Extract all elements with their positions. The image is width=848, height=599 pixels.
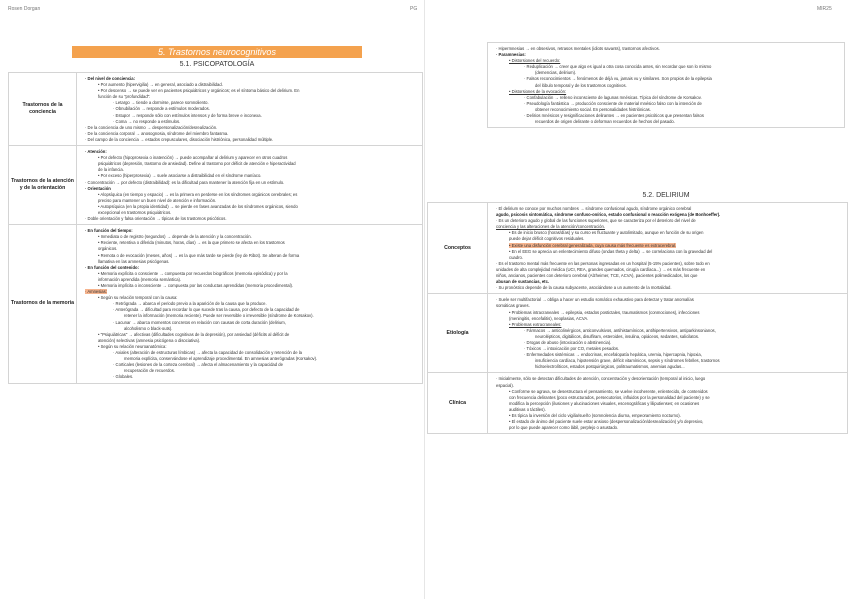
list-item: · Su pronóstico depende de la causa subyacente, asociándose a un aumento de la mortalidad. [496, 285, 672, 291]
list-item: información aprendida (memoria semántica). [98, 276, 182, 282]
list-item: · Es el trastorno mental más frecuente en las personas ingresadas en un hospital (5-15% pacientes), sobre todo en [496, 260, 710, 266]
list-item: • Por descenso → se puede ver en pacientes psiquiátricos y orgánicos; es el síntoma básico del delirium. En [98, 88, 300, 94]
row-label-etiologia: Etiología [428, 294, 488, 373]
highlighted-term-amnesias: · Amnesias: [85, 289, 107, 295]
list-item: · Letargo → tiende a dormirse, parece somnoliento. [113, 100, 209, 106]
list-item: abusan de sustancias, etc. [496, 279, 550, 285]
row-label-clinica: Clínica [428, 373, 488, 434]
list-item: · Del nivel de conciencia: [85, 76, 136, 81]
table-row [9, 225, 423, 383]
list-item: · Falsos reconocimientos → fenómenos de déjà vu, jamais vu y similares. Son propios de la epilepsia [524, 76, 712, 82]
list-item: · En función del tiempo: [85, 228, 133, 234]
list-item: • Por defecto (hipoprosexia o inatención) → puede acompañar al delirium y aparecer en otros cuadros [98, 155, 288, 161]
table-row [428, 373, 848, 434]
list-item: • Según su relación temporal con la causa: [98, 295, 178, 301]
list-item: (demencias, delirium). [535, 70, 577, 76]
list-item: con frecuencia delirantes (poco estructurados, persecutorios, influidos por la personalidad del paciente) y se [509, 394, 710, 400]
section-title-delirium: 5.2. DELIRIUM [642, 192, 690, 199]
list-item: · De la conciencia corporal → anosognosia, síndrome del miembro fantasma. [85, 130, 229, 136]
page-mark-left: PG [410, 6, 418, 12]
list-item: • Es de inicio brusco (horas/días) y su curso es fluctuante y autolimitado, aunque en función de su origen [509, 230, 704, 236]
list-item: • Remota o de evocación (meses, años) → es la que más tarde se pierde (ley de Ribot). Se alteran de forma [98, 252, 300, 258]
list-item: • Inmediata o de registro (segundos) → depende de la atención y la concentración. [98, 234, 252, 240]
list-item: retener la información (memoria reciente). Puede ser reversible o irreversible (síndrome de Korsakov). [124, 313, 314, 319]
list-item: · Orientación [85, 185, 111, 191]
list-item: recuperación de recuerdos. [124, 368, 175, 374]
list-item: • Problemas extracraneales: [509, 321, 562, 327]
list-item: · El delirium se conoce por muchos nombres → síndrome confusional agudo, síndrome orgánico cerebral [496, 206, 692, 211]
table-row [9, 146, 423, 225]
list-item: atención) selectivas (amnesia psicógena o disociativa). [98, 337, 201, 343]
memoria-continued-table [487, 42, 845, 128]
list-item: auditivas o táctiles). [509, 406, 546, 412]
list-item: del lóbulo temporal y de los trastornos cognitivos. [535, 82, 627, 88]
list-item: espacial). [496, 382, 514, 388]
list-item: por lo que puede aparecer como lábil, perplejo o asustado. [509, 425, 619, 431]
list-item: alcoholismo o black-outs). [124, 325, 173, 331]
table-row [488, 43, 845, 128]
list-item: preciso para mantener un buen nivel de atención e información. [98, 197, 217, 203]
table-row [428, 294, 848, 373]
list-item: • Memoria explícita o consciente → compuesta por recuerdos biográficos (memoria episódica) y por la [98, 270, 288, 276]
list-item: niños, ancianos, pacientes con deterioro cerebral (Alzheimer, TCE, ACVA), pacientes polimedicados, los que [496, 273, 698, 279]
list-item: llamativa en las amnesias psicógenas. [98, 258, 170, 264]
list-item: agudo, psicosis sintomática, síndrome confuso-onírico, estado confusional o reacción exógena (de Bonhoeffer). [496, 212, 721, 218]
row-content-etiologia [488, 294, 848, 373]
list-item: · De la conciencia de uno mismo → despersonalización/desrealización. [85, 124, 218, 130]
list-item: de la infancia. [98, 167, 124, 173]
list-item: memoria explícita, conservándose el aprendizaje procedimental. En amnesias anterógradas (Korsakov). [124, 356, 318, 362]
list-item: • Según su relación neuroanatómica: [98, 343, 167, 349]
row-label-atencion: Trastornos de la atención y de la orientación [9, 146, 77, 225]
list-item: • "Psiquiátricas" → afectivas (dificultades cognitivas de la depresión), por ansiedad (déficits al déficit de [98, 331, 290, 337]
list-item: · Enfermedades sistémicas → endocrinas, encefalopatía hepática, uremia, hipercapnia, hipoxia, [524, 352, 702, 358]
list-item: · Delirios mnésicos y resignificaciones delirantes → en pacientes psicóticos que presentan falsos [524, 113, 704, 119]
list-item: · Hipermnesias → en obsesivos, retrasos mentales (idiots savants), trastornos afectivos. [496, 46, 660, 51]
row-content-clinica [488, 373, 848, 434]
list-item: · Inicialmente, sólo se detectan dificultades de atención, concentración y desorientación (temporal al inicio, luego [496, 376, 706, 382]
psicopatologia-table [8, 72, 423, 384]
row-content-memoria-continued [488, 43, 845, 128]
list-item: puede dejar déficit cognitivos residuales. [509, 236, 585, 242]
list-item: unidades de alta complejidad médica (UCI, REA, grandes quemados, cirugía cardíaca...) → es más frecuente en [496, 266, 706, 272]
row-content-conceptos [488, 203, 848, 294]
list-item: función de su "profundidad": [98, 94, 151, 100]
list-item: hidroelectrolíticos, estados postquirúrgicos, politraumatismos, anemias agudas... [535, 364, 685, 370]
list-item: conciencia y las alteraciones de la atención/concentración. [496, 224, 605, 230]
list-item: • Problemas intracraneales → epilepsia, estados postictales, traumatismos (conmociones), infecciones [509, 309, 700, 315]
list-item: · Coma → no responde a estímulos. [113, 118, 181, 124]
list-item: recuerdos de origen delirante o deforman recuerdos de hechos del pasado. [535, 119, 675, 125]
list-item: · Globales. [113, 374, 134, 380]
list-item: · Del campo de la conciencia → estados crepusculares, disociación histriónica, personalidad múltiple. [85, 136, 274, 142]
list-item: • Memoria implícita o inconsciente → compuesta por las conductas aprendidas (memoria procedimental). [98, 283, 294, 288]
row-content-atencion [77, 146, 423, 225]
list-item: · Lacunar → abarca momentos concretos en relación con causas de corta duración (delirium, [113, 319, 286, 325]
list-item: · Doble orientación y falsa orientación → típicas de los trastornos psicóticos. [85, 216, 227, 222]
table-row [9, 73, 423, 146]
list-item: excepcional en trastornos psiquiátricos. [98, 209, 172, 215]
list-item: • En el EEG se aprecia un enlentecimiento difuso (ondas theta y delta) → se correlaciona con la gravedad del [509, 248, 713, 254]
list-item: • Por aumento (hipervigilia) → en general, asociado a distraibilidad. [98, 82, 223, 88]
row-label-conciencia: Trastornos de la conciencia [9, 73, 77, 146]
list-item: · Drogas de abuso (intoxicación o abstinencia). [524, 339, 612, 345]
list-item: · Retrógrada → abarca el periodo previo a la aparición de la causa que la produce. [113, 301, 267, 307]
list-item: (meningitis, encefalitis), neoplasias, ACVA. [509, 315, 589, 321]
list-item: · Corticales (lesiones de la corteza cerebral) → afecta el almacenamiento y la capacidad de [113, 362, 283, 368]
section-title-psicopatologia: 5.1. PSICOPATOLOGÍA [179, 61, 255, 68]
row-content-memoria [77, 225, 423, 383]
list-item: · Concentración → por defecto (distraibilidad): es la dificultad para mantener la atención fija en un estímulo. [85, 179, 285, 185]
list-item: · Tóxicos → intoxicación por CO, metales pesados. [524, 346, 620, 352]
list-item: · Fármacos → anticolinérgicos, anticonvulsivos, antihistamínicos, antihipertensivos, antiparkinsonianos, [524, 327, 716, 333]
list-item: modifica la percepción (ilusiones y alucinaciones visuales, escenográficas y liliputienses; en ocasiones [509, 400, 700, 406]
list-item: • Por exceso (hiperprosexia) → suele asociarse a distraibilidad en el síndrome maníaco. [98, 173, 262, 179]
list-item: • Alopsíquica (en tiempo y espacio) → es la primera en perderse en los síndromes orgánicos cerebrales; es [98, 191, 298, 197]
page-mark-right: MIR25 [817, 6, 832, 12]
list-item: insuficiencia cardíaca, hipotensión grave, déficit vitamínicos, sepsis y síndromes febriles, trastornos [535, 358, 720, 364]
list-item: · Anterógrada → dificultad para recordar lo que sucede tras la causa, por defecto de la capacidad de [113, 307, 300, 313]
list-item: • Distorsiones de la evocación: [509, 88, 567, 94]
row-label-memoria: Trastornos de la memoria [9, 225, 77, 383]
delirium-table [427, 202, 848, 434]
list-item: • Distorsiones del recuerdo: [509, 58, 561, 64]
row-content-conciencia [77, 73, 423, 146]
list-item: · Axiales (alteración de estructuras límbicas) → afecta la capacidad de consolidación y retención de la [113, 350, 303, 356]
list-item: · Es un deterioro agudo y global de las funciones superiores, que se caracteriza por el deterioro del nivel de [496, 218, 696, 224]
list-item: · Estupor → responde sólo con estímulos intensos y de forma breve e inconexa. [113, 112, 262, 118]
list-item: • Conforme se agrava, se desestructura el pensamiento, se vuelve incoherente, enlentecido, de contenidos [509, 388, 708, 394]
list-item: • Autopsíquica (en la propia identidad) → se pierde en fases avanzadas de los síndromes orgánicos, siendo [98, 203, 298, 209]
list-item: · En función del contenido: [85, 264, 139, 270]
list-item: · Atención: [85, 149, 107, 155]
list-item: obtener reconocimiento social. En personalidades histriónicas. [535, 106, 651, 112]
list-item: psiquiátricos (depresión, trastorno de ansiedad). Define al trastorno por déficit de atención e hiperactividad [98, 161, 296, 167]
list-item: somáticas graves. [496, 303, 530, 309]
list-item: orgánicos. [98, 246, 118, 252]
list-item: • Es típica la inversión del ciclo vigilia/sueño (somnolencia diurna, empeoramiento nocturno). [509, 413, 681, 418]
list-item: neurolépticos, digitálicos, disulfiram, esteroides, insulina, opiáceos, sedantes, salicilatos. [535, 333, 700, 339]
list-item: · Suele ser multifactorial → obliga a hacer un estudio somático exhaustivo para detectar y tratar anomalías [496, 297, 694, 303]
list-item: • Reciente, retentiva o diferida (minutos, horas, días) → es la que primero se afecta en los trastornos [98, 240, 285, 246]
list-item: cuadro. [509, 254, 523, 260]
list-item: · Pseudología fantástica → producción consciente de material mnésico falso con la intención de [524, 100, 702, 106]
list-item: · Paramnesias: [496, 52, 526, 58]
list-item: · Confabulación → relleno inconsciente de lagunas mnésicas. Típica del síndrome de Korsakov. [524, 94, 702, 100]
list-item: · Reduplicación → creer que algo es igual a otra cosa conocida antes, sin recordar que son lo mismo [524, 64, 712, 70]
highlighted-extracerebral: • Existe una disfunción cerebral generalizada, cuya causa más frecuente es extracerebral. [509, 242, 677, 248]
row-label-conceptos: Conceptos [428, 203, 488, 294]
right-page [424, 0, 848, 599]
chapter-title: 5. Trastornos neurocognitivos [72, 46, 362, 58]
list-item: • El estado de ánimo del paciente suele estar ansioso (despersonalización/desrealización) y/o depresivo, [509, 419, 704, 425]
list-item: · Obnubilación → responde a estímulos moderados. [113, 106, 210, 112]
page-author: Rosen Dorgan [8, 6, 41, 12]
table-row [428, 203, 848, 294]
